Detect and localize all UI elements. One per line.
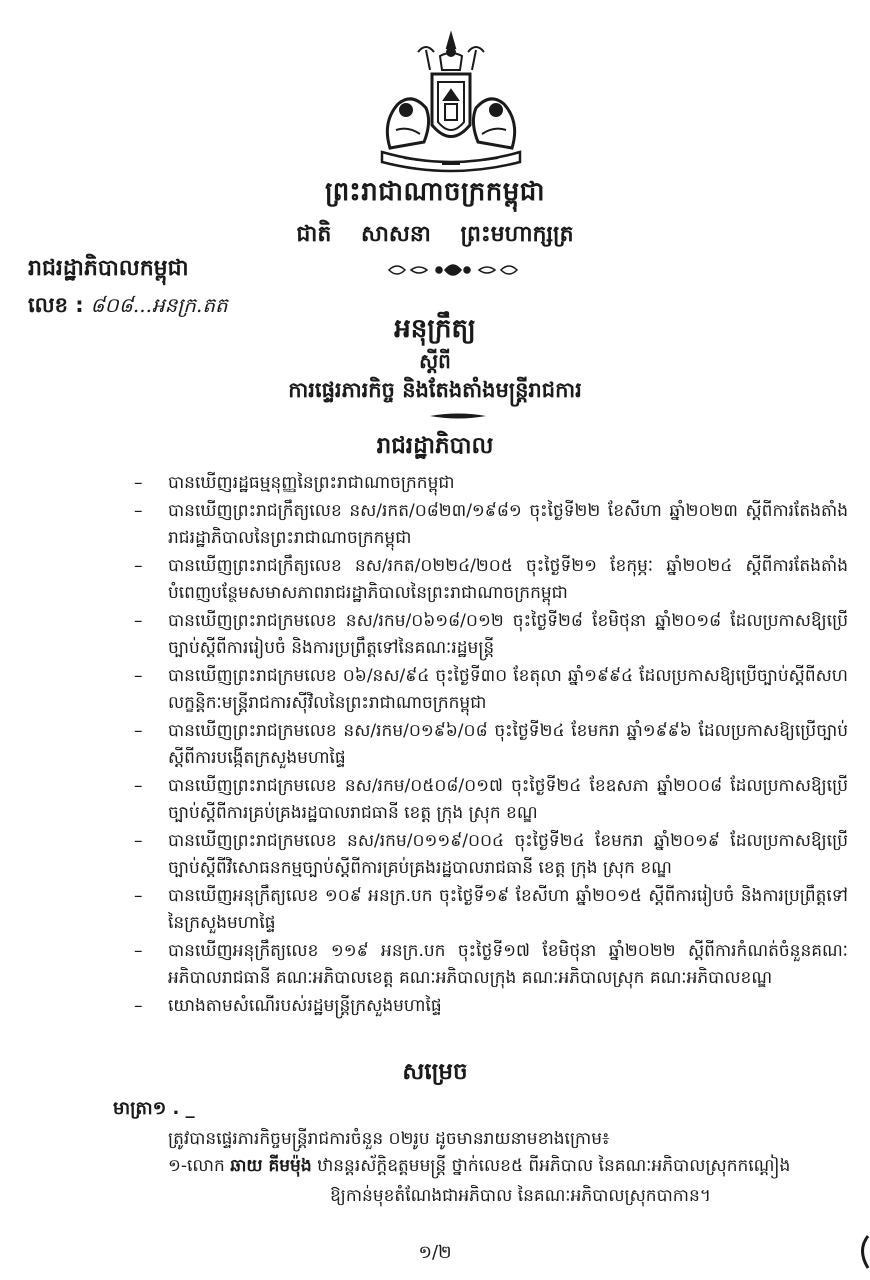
person-prefix: ១-លោក (168, 1156, 225, 1176)
issuing-authority: រាជរដ្ឋាភិបាលកម្ពុជា (28, 256, 189, 281)
document-type: អនុក្រឹត្យ (394, 314, 476, 344)
recital-item (0, 993, 870, 1020)
recital-dash: – (134, 666, 143, 686)
recital-item (0, 773, 870, 827)
person-detail-continued: ឱ្យកាន់មុខតំណែងជាអភិបាល នៃគណៈអភិបាលស្រុកបាកាន។ (330, 1186, 711, 1206)
recital-item (0, 470, 870, 497)
recital-text: បានឃើញព្រះរាជក្រមលេខ នស/រកម/០៥០៨/០១៧ ចុះថ្ងៃទី២៤ ខែឧសភា ឆ្នាំ២០០៨ ដែលប្រកាសឱ្យប្រើច្បាប់ស្តីពីការគ្រប់គ្រងរដ្ឋបាលរាជធានី ខេត្ត ក្រុង ស្រុក ខណ្ឌ (168, 776, 848, 823)
kingdom-title: ព្រះរាជាណាចក្រកម្ពុជា (325, 177, 545, 207)
royal-emblem-icon (372, 30, 530, 175)
recital-text: យោងតាមសំណើរបស់រដ្ឋមន្ត្រីក្រសួងមហាផ្ទៃ (168, 996, 442, 1016)
recital-dash: – (134, 473, 143, 493)
recital-text: បានឃើញអនុក្រឹត្យលេខ ១១៩ អនក្រ.បក ចុះថ្ងៃទី១៧ ខែមិថុនា ឆ្នាំ២០២២ ស្តីពីការកំណត់ចំនួនគណៈអភិបាលរាជធានី គណៈអភិបាលខេត្ត គណៈអភិបាលក្រុង គណៈអភិបាលស្រុក គណៈអភិបាលខណ្ឌ (168, 941, 848, 988)
person-name: ឆាយ គីមម៉ុង (230, 1156, 312, 1176)
document-subject: ការផ្ទេរភារកិច្ច និងតែងតាំងមន្ត្រីរាជការ (288, 378, 582, 402)
page-number: ១/២ (418, 1242, 452, 1263)
recital-item (0, 828, 870, 882)
recital-dash: – (134, 831, 143, 851)
recital-dash: – (134, 996, 143, 1016)
recital-text: បានឃើញព្រះរាជក្រឹត្យលេខ នស/រកត/០៨២៣/១៩៨១ ចុះថ្ងៃទី២២ ខែសីហា ឆ្នាំ២០២៣ ស្តីពីការតែងតាំងរាជរដ្ឋាភិបាលនៃព្រះរាជាណាចក្រកម្ពុជា (168, 501, 848, 548)
ornament-divider-icon (383, 258, 523, 282)
person-detail: ឋានន្តរស័ក្តិឧត្តមមន្ត្រី ថ្នាក់លេខ៥ ពីអភិបាល នៃគណៈអភិបាលស្រុកកណ្តៀង (317, 1156, 791, 1176)
recital-text: បានឃើញព្រះរាជក្រមលេខ ០៦/នស/៩៤ ចុះថ្ងៃទី៣០ ខែតុលា ឆ្នាំ១៩៩៤ ដែលប្រកាសឱ្យប្រើច្បាប់ស្តីពីសហលក្ខន្តិកៈមន្ត្រីរាជការស៊ីវិលនៃព្រះរាជាណាចក្រកម្ពុជា (168, 666, 848, 713)
recital-dash: – (134, 941, 143, 961)
recital-item (0, 718, 870, 772)
title-divider-icon (428, 412, 488, 420)
recital-text: បានឃើញព្រះរាជក្រឹត្យលេខ នស/រកត/០២២៤/២០៥ ចុះថ្ងៃទី២១ ខែកុម្ភៈ ឆ្នាំ២០២៤ ស្តីពីការតែងតាំងបំពេញបន្ថែមសមាសភាពរាជរដ្ឋាភិបាលនៃព្រះរាជាណាចក្រកម្ពុជា (168, 556, 848, 603)
recital-item (0, 663, 870, 717)
recital-dash: – (134, 501, 143, 521)
recital-item (0, 608, 870, 662)
recital-text: បានឃើញព្រះរាជក្រមលេខ នស/រកម/០១១៩/០០៤ ចុះថ្ងៃទី២៤ ខែមករា ឆ្នាំ២០១៩ ដែលប្រកាសឱ្យប្រើច្បាប់ស្តីពីវិសោធនកម្មច្បាប់ស្តីពីការគ្រប់គ្រងរដ្ឋបាលរាជធានី ខេត្ត ក្រុង ស្រុក ខណ្ឌ (168, 831, 848, 878)
recital-item (0, 883, 870, 937)
article-label: មាត្រា១ . (113, 1098, 180, 1119)
recital-dash: – (134, 556, 143, 576)
recital-item (0, 553, 870, 607)
reference-value: ៨០៨...អនក្រ.តត (90, 293, 228, 317)
government-heading: រាជរដ្ឋាភិបាល (376, 433, 494, 459)
recital-text: បានឃើញអនុក្រឹត្យលេខ ១០៩ អនក្រ.បក ចុះថ្ងៃទី១៩ ខែសីហា ឆ្នាំ២០១៥ ស្តីពីការរៀបចំ និងការប្រព្រឹត្តទៅនៃក្រសួងមហាផ្ទៃ (168, 886, 848, 933)
recital-item (0, 938, 870, 992)
recital-dash: – (134, 776, 143, 796)
recital-text: បានឃើញព្រះរាជក្រមលេខ នស/រកម/០១៩៦/០៨ ចុះថ្ងៃទី២៤ ខែមករា ឆ្នាំ១៩៩៦ ដែលប្រកាសឱ្យប្រើច្បាប់ស្តីពីការបង្កើតក្រសួងមហាផ្ទៃ (168, 721, 848, 768)
margin-mark-icon (855, 1232, 870, 1272)
recital-item (0, 498, 870, 552)
article-text: ត្រូវបានផ្ទេរភារកិច្ចមន្ត្រីរាជការចំនួន ០២រូប ដូចមានរាយនាមខាងក្រោម៖ (168, 1129, 610, 1149)
recital-text: បានឃើញព្រះរាជក្រមលេខ នស/រកម/០៦១៨/០១២ ចុះថ្ងៃទី២៨ ខែមិថុនា ឆ្នាំ២០១៨ ដែលប្រកាសឱ្យប្រើច្បាប់ស្តីពីការរៀបចំ និងការប្រព្រឹត្តទៅនៃគណៈរដ្ឋមន្ត្រី (168, 611, 848, 658)
recitals-list (0, 470, 870, 1021)
recital-text: បានឃើញរដ្ឋធម្មនុញ្ញនៃព្រះរាជាណាចក្រកម្ពុជា (168, 473, 455, 493)
article-heading (113, 1096, 195, 1123)
decision-heading: សម្រេច (402, 1059, 468, 1085)
recital-dash: – (134, 611, 143, 631)
recital-dash: – (134, 721, 143, 741)
national-motto: ជាតិ សាសនា ព្រះមហាក្សត្រ (296, 222, 574, 247)
reference-label: លេខ : (28, 293, 84, 317)
article-dash: _ (185, 1098, 195, 1119)
recital-dash: – (134, 886, 143, 906)
about-label: ស្តីពី (419, 349, 451, 373)
person-entry (168, 1155, 790, 1180)
